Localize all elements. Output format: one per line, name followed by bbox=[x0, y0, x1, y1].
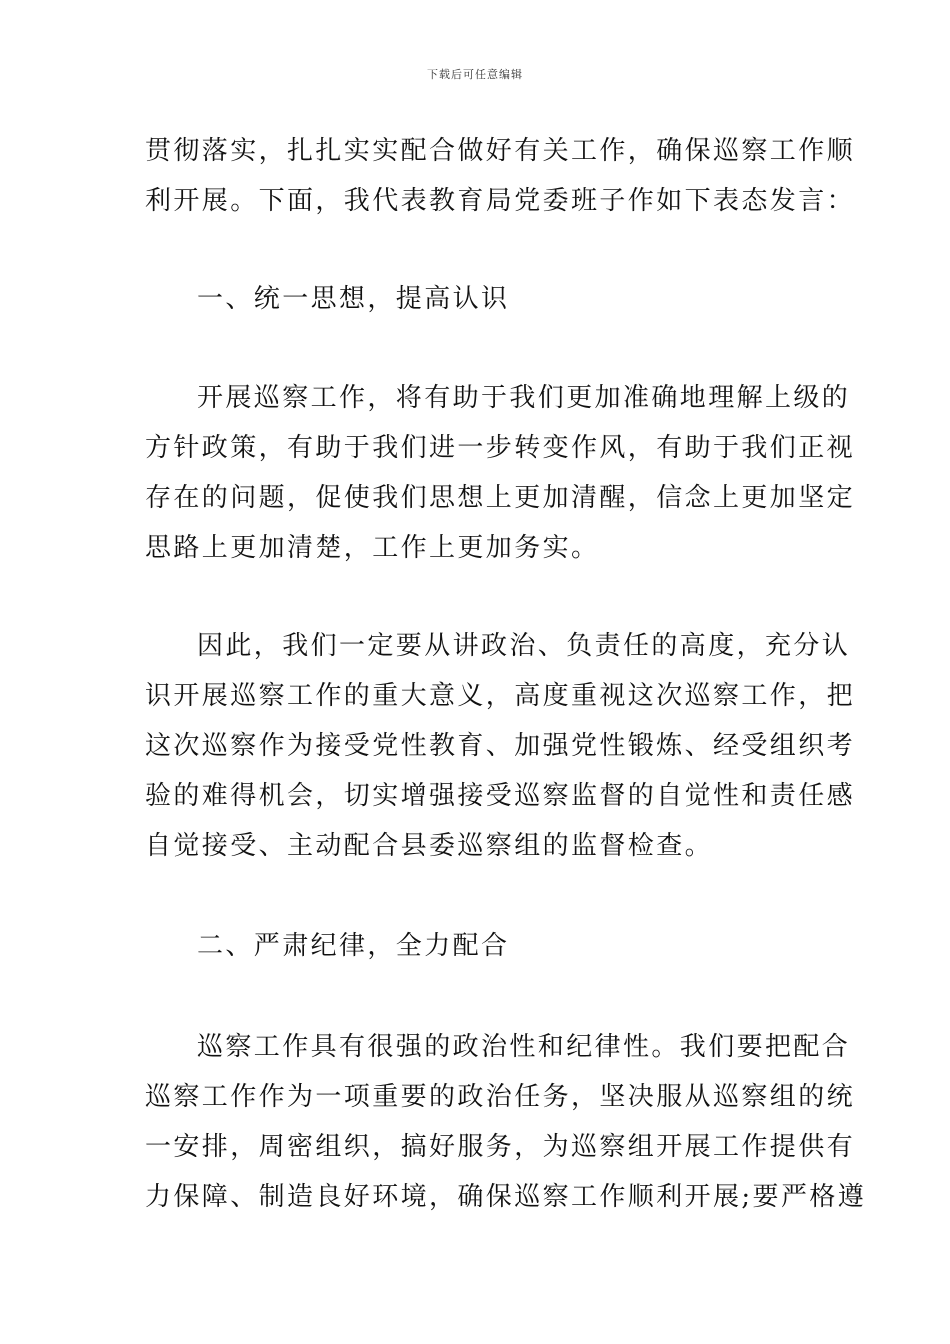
paragraph-line: 开展巡察工作，将有助于我们更加准确地理解上级的 bbox=[197, 383, 851, 413]
paragraph-2 bbox=[145, 621, 856, 871]
paragraph-line: 自觉接受、主动配合县委巡察组的监督检查。 bbox=[145, 831, 714, 861]
page-header-note: 下载后可任意编辑 bbox=[427, 68, 523, 81]
paragraph-line: 贯彻落实，扎扎实实配合做好有关工作，确保巡察工作顺 bbox=[145, 136, 856, 166]
section-heading-1 bbox=[145, 274, 810, 324]
paragraph-3 bbox=[145, 1022, 867, 1222]
section-heading-2 bbox=[145, 921, 810, 971]
paragraph-line: 思路上更加清楚，工作上更加务实。 bbox=[145, 533, 600, 563]
paragraph-line: 力保障、制造良好环境，确保巡察工作顺利开展;要严格遵 bbox=[145, 1182, 867, 1212]
paragraph-line: 巡察工作具有很强的政治性和纪律性。我们要把配合 bbox=[197, 1032, 851, 1062]
paragraph-line: 一安排，周密组织，搞好服务，为巡察组开展工作提供有 bbox=[145, 1132, 856, 1162]
paragraph-line: 识开展巡察工作的重大意义，高度重视这次巡察工作，把 bbox=[145, 681, 856, 711]
paragraph-line: 方针政策，有助于我们进一步转变作风，有助于我们正视 bbox=[145, 433, 856, 463]
paragraph-opening bbox=[145, 126, 856, 226]
paragraph-line: 利开展。下面，我代表教育局党委班子作如下表态发言： bbox=[145, 186, 856, 216]
paragraph-line: 存在的问题，促使我们思想上更加清醒，信念上更加坚定 bbox=[145, 483, 856, 513]
section-heading-text: 一、统一思想，提高认识 bbox=[197, 284, 510, 314]
paragraph-line: 验的难得机会，切实增强接受巡察监督的自觉性和责任感 bbox=[145, 781, 856, 811]
paragraph-1 bbox=[145, 373, 856, 573]
paragraph-line: 这次巡察作为接受党性教育、加强党性锻炼、经受组织考 bbox=[145, 731, 856, 761]
paragraph-line: 巡察工作作为一项重要的政治任务，坚决服从巡察组的统 bbox=[145, 1082, 856, 1112]
section-heading-text: 二、严肃纪律，全力配合 bbox=[197, 931, 510, 961]
paragraph-line: 因此，我们一定要从讲政治、负责任的高度，充分认 bbox=[197, 631, 851, 661]
